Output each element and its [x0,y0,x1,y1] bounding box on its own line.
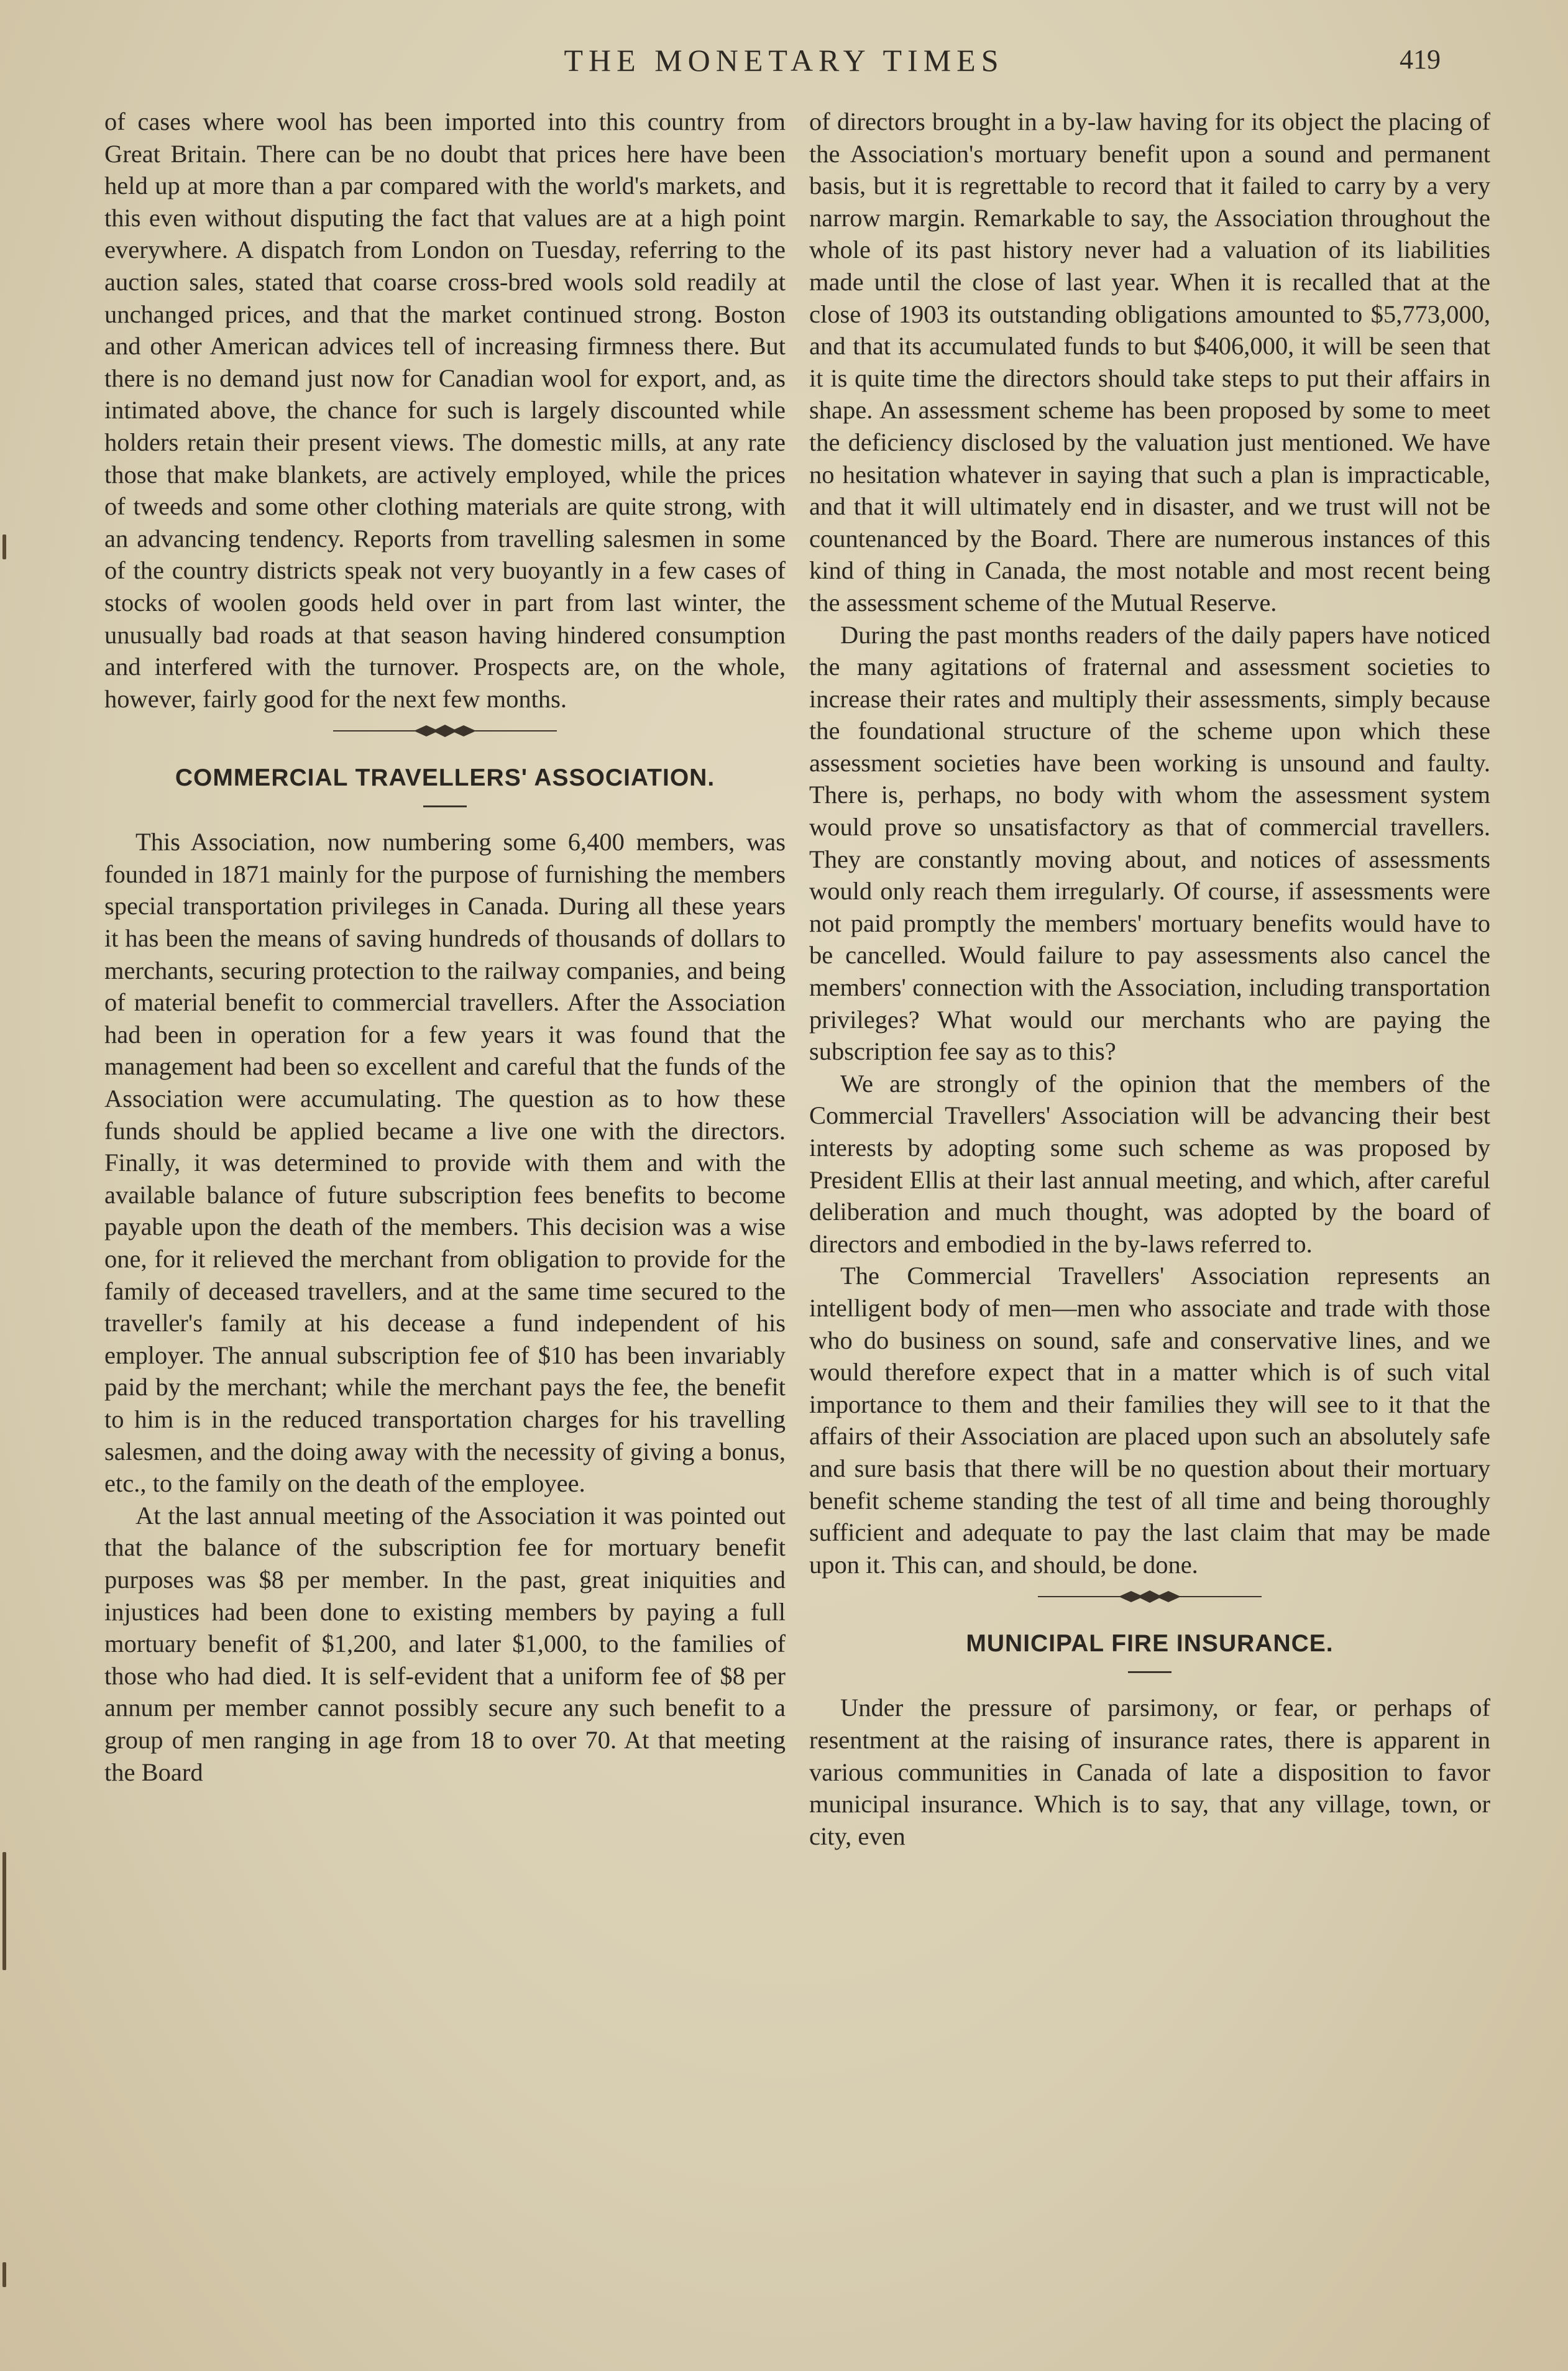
page-edge-mark [2,534,6,559]
section-divider-ornament [333,723,557,738]
article-paragraph: During the past months readers of the daily papers have noticed the many agitations of fraternal and assessment societies to increase their rates and multiply their assessments, simply because the foundational structure of the scheme upon which these assessment societies have been working is unsound and faulty. There is, perhaps, no body with whom the assessment system would prove so unsatisfactory as that of commercial travellers. They are constantly moving about, and notices of assessments would only reach them irregularly. Of course, if assessments were not paid promptly the members' mortuary benefits would have to be cancelled. Would failure to pay assessments also cancel the members' connection with the Association, including transportation privileges? What would our merchants who are paying the subscription fee say as to this? [809,620,1490,1066]
section-title-commercial-travellers: COMMERCIAL TRAVELLERS' ASSOCIATION. [175,764,715,792]
article-paragraph: The Commercial Travellers' Association represents an intelligent body of men—men who associate and trade with those who do business on sound, safe and conservative lines, and we would therefore expect that in a matter which is of such vital importance to them and their families they will see to it that the affairs of their Association are placed upon such an absolutely safe and sure basis that there will be no question about their mortuary benefit scheme standing the test of all time and being thoroughly sufficient and adequate to pay the last claim that may be made upon it. This can, and should, be done. [809,1262,1490,1579]
section-title-municipal-fire-insurance: MUNICIPAL FIRE INSURANCE. [966,1630,1334,1658]
wool-article-continuation: of cases where wool has been imported into this country from Great Britain. There can be no doubt that prices here have been held up at more than a par compared with the world's markets, and this even without disputing the fact that values are at a high point everywhere. A dispatch from London on Tuesday, referring to the auction sales, stated that coarse cross-bred wools sold readily at unchanged prices, and that the market continued strong. Boston and other American advices tell of increasing firmness there. But there is no demand just now for Canadian wool for export, and, as intimated above, the chance for such is largely discounted while holders retain their present views. The domestic mills, at any rate those that make blankets, are actively employed, while the prices of tweeds and some other clothing materials are quite strong, with an advancing tendency. Reports from travelling salesmen in some of the country districts speak not very buoyantly in a few cases of stocks of woolen goods held over in part from last winter, the unusually bad roads at that season having hindered consumption and interfered with the turnover. Prospects are, on the whole, however, fairly good for the next few months. [104,108,786,713]
article-paragraph: Under the pressure of parsimony, or fear, or perhaps of resentment at the raising of insurance rates, there is apparent in various communities in Canada of late a disposition to favor municipal insurance. Which is to say, that any village, town, or city, even [809,1694,1490,1850]
masthead-title: THE MONETARY TIMES [564,43,1004,78]
left-column [104,106,786,1788]
page-number: 419 [1400,44,1441,75]
article-paragraph: This Association, now numbering some 6,400 members, was founded in 1871 mainly for the purpose of furnishing the members special transportation privileges in Canada. During all these years it has been the means of saving hundreds of thousands of dollars to merchants, securing protection to the railway companies, and being of material benefit to commercial travellers. After the Association had been in operation for a few years it was found that the management had been so excellent and careful that the funds of the Association were accumulating. The question as to how these funds should be applied became a live one with the directors. Finally, it was determined to provide with them and with the available balance of future subscription fees benefits to become payable upon the death of the members. This decision was a wise one, for it relieved the merchant from obligation to provide for the family of deceased travellers, and at the same time secured to the traveller's family at his decease a fund independent of his employer. The annual subscription fee of $10 has been invariably paid by the merchant; while the merchant pays the fee, the benefit to him is in the reduced transportation charges for his travelling salesmen, and the doing away with the necessity of giving a bonus, etc., to the family on the death of the employee. [104,828,786,1498]
page-edge-mark [2,2262,6,2287]
page-edge-mark [2,1852,6,1970]
article-paragraph: At the last annual meeting of the Association it was pointed out that the balance of the subscription fee for mortuary benefit purposes was $8 per member. In the past, great iniquities and injustices had been done to existing members by paying a full mortuary benefit of $1,200, and later $1,000, to the families of those who had died. It is self-evident that a uniform fee of $8 per annum per member cannot possibly secure any such benefit to a group of men ranging in age from 18 to over 70. At that meeting the Board [104,1501,786,1786]
article-paragraph: We are strongly of the opinion that the members of the Commercial Travellers' Association will be advancing their best interests by adopting some such scheme as was proposed by President Ellis at their last annual meeting, and which, after careful deliberation and much thought, was adopted by the board of directors and embodied in the by-laws referred to. [809,1069,1490,1258]
section-divider-ornament [1038,1589,1262,1604]
right-column [809,106,1490,1852]
title-underline [1128,1671,1171,1673]
article-paragraph-continuation: of directors brought in a by-law having for its object the placing of the Association's mortuary benefit upon a sound and permanent basis, but it is regrettable to record that it failed to carry by a very narrow margin. Remarkable to say, the Association throughout the whole of its past history never had a valuation of its liabilities made until the close of last year. When it is recalled that at the close of 1903 its outstanding obligations amounted to $5,773,000, and that its accumulated funds to but $406,000, it will be seen that it is quite time the directors should take steps to put their affairs in shape. An assessment scheme has been proposed by some to meet the deficiency disclosed by the valuation just mentioned. We have no hesitation whatever in saying that such a plan is impracticable, and that it will ultimately end in disaster, and we trust will not be countenanced by the Board. There are numerous instances of this kind of thing in Canada, the most notable and most recent being the assessment scheme of the Mutual Reserve. [809,108,1490,617]
title-underline [423,805,467,807]
